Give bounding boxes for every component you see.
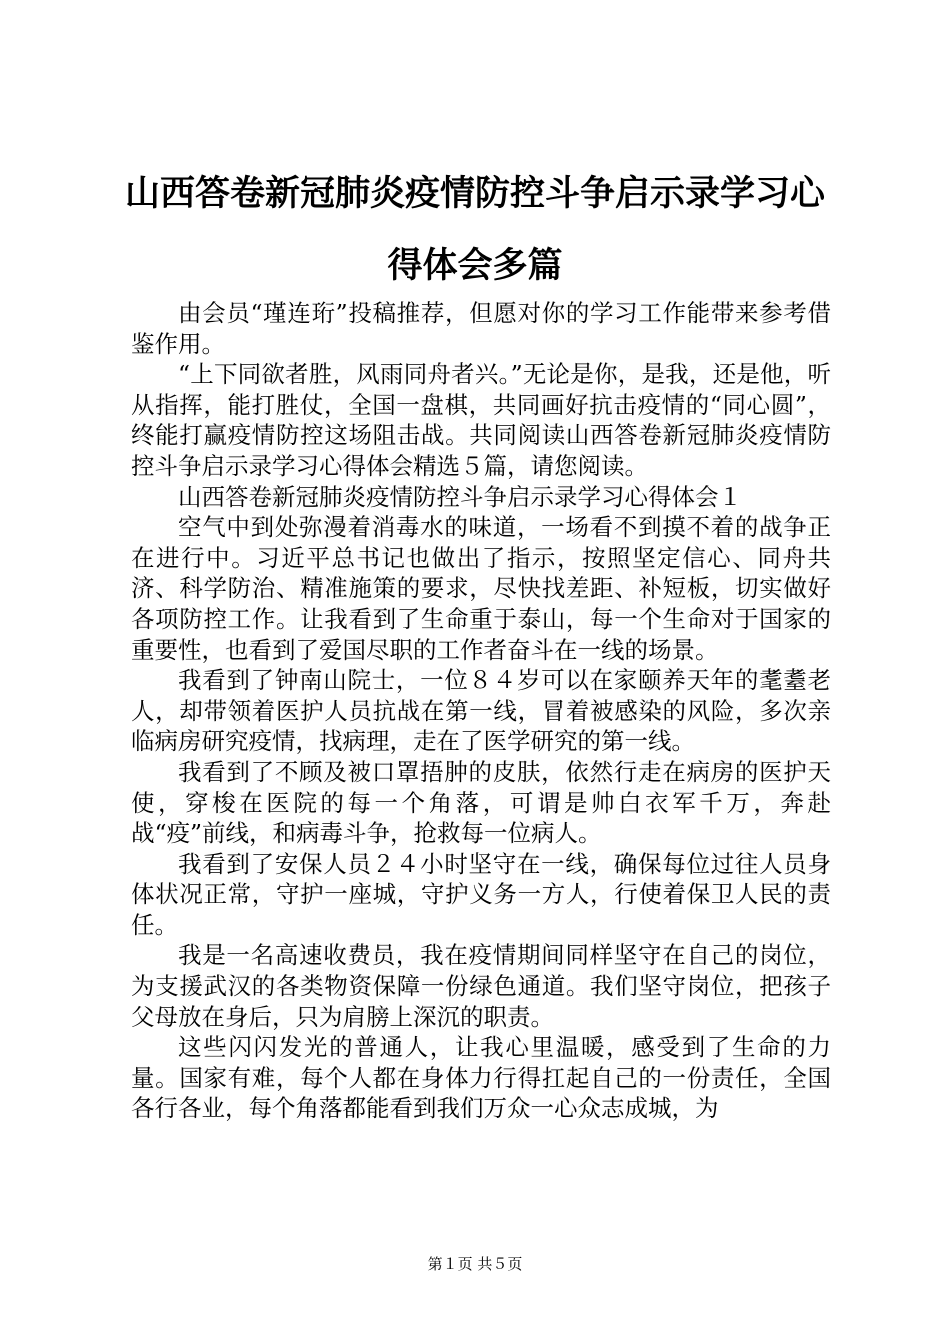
document-title: 山西答卷新冠肺炎疫情防控斗争启示录学习心得体会多篇 [124,173,825,286]
paragraph: 这些闪闪发光的普通人，让我心里温暖，感受到了生命的力量。国家有难，每个人都在身体力行得扛起自己的一份责任，全国各行各业，每个角落都能看到我们万众一心众志成城，为 [131,1033,831,1123]
paragraph: 我看到了安保人员２４小时坚守在一线，确保每位过往人员身体状况正常，守护一座城，守护义务一方人，行使着保卫人民的责任。 [131,849,831,939]
paragraph: 我看到了钟南山院士，一位８４岁可以在家颐养天年的耄耋老人，却带领着医护人员抗战在第一线，冒着被感染的风险，多次亲临病房研究疫情，找病理，走在了医学研究的第一线。 [131,666,831,756]
paragraph: 空气中到处弥漫着消毒水的味道，一场看不到摸不着的战争正在进行中。习近平总书记也做出了指示，按照坚定信心、同舟共济、科学防治、精准施策的要求，尽快找差距、补短板，切实做好各项防控工作。让我看到了生命重于泰山，每一个生命对于国家的重要性，也看到了爱国尽职的工作者奋斗在一线的场景。 [131,513,831,664]
paragraph-intro: 由会员“瑾连珩”投稿推荐，但愿对你的学习工作能带来参考借鉴作用。 [131,299,831,358]
paragraph: 我是一名高速收费员，我在疫情期间同样坚守在自己的岗位，为支援武汉的各类物资保障一份绿色通道。我们坚守岗位，把孩子父母放在身后，只为肩膀上深沉的职责。 [131,941,831,1031]
section-heading: 山西答卷新冠肺炎疫情防控斗争启示录学习心得体会１ [178,482,742,511]
paragraph: 我看到了不顾及被口罩捂肿的皮肤，依然行走在病房的医护天使，穿梭在医院的每一个角落，可谓是帅白衣军千万，奔赴战“疫”前线，和病毒斗争，抢救每一位病人。 [131,757,831,848]
paragraph-quote: “上下同欲者胜，风雨同舟者兴。”无论是你，是我，还是他，听从指挥，能打胜仗，全国一盘棋，共同画好抗击疫情的“同心圆”，终能打赢疫情防控这场阻击战。共同阅读山西答卷新冠肺炎疫情防控斗争启示录学习心得体会精选５篇，请您阅读。 [131,360,831,480]
page-number-footer: 第１页 共５页 [427,1255,523,1273]
document-body [131,298,831,1124]
